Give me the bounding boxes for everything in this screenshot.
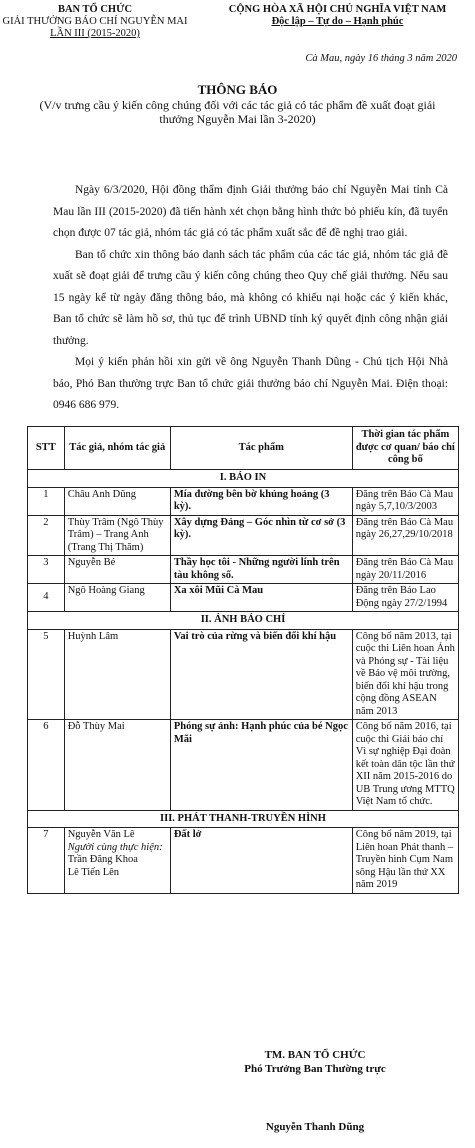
cell-published: Đăng trên Báo Lao Động ngày 27/2/1994 <box>352 584 458 612</box>
table-header-row <box>28 427 459 470</box>
cell-stt: 3 <box>28 556 65 584</box>
paragraph: Mọi ý kiến phản hồi xin gửi về ông Nguyễn Thanh Dũng - Chủ tịch Hội Nhà báo, Phó Ban thường trực Ban tổ chức giải thưởng báo chí Nguyễn Mai. Điện thoại: 0946 686 979. <box>53 356 448 411</box>
cell-work: Mía đường bên bờ khủng hoảng (3 kỳ). <box>170 487 352 515</box>
cell-work: Xa xôi Mũi Cà Mau <box>170 584 352 612</box>
co-author-name: Trần Đăng Khoa <box>67 854 138 865</box>
document-subtitle: (V/v trưng cầu ý kiến công chúng đối với các tác giả có tác phẩm đề xuất đoạt giải thưởng Nguyễn Mai lần 3-2020) <box>39 98 436 126</box>
section-title: II. ẢNH BÁO CHÍ <box>28 612 459 630</box>
document-title: THÔNG BÁO <box>197 82 278 97</box>
cell-work: Vai trò của rừng và biến đổi khí hậu <box>170 629 352 720</box>
cell-stt: 1 <box>28 487 65 515</box>
cell-work: Thầy học tôi - Những người lính trên tàu không số. <box>170 556 352 584</box>
section-title: III. PHÁT THANH-TRUYỀN HÌNH <box>28 810 459 828</box>
section-title: I. BÁO IN <box>28 470 459 488</box>
signature-block <box>215 1048 415 1076</box>
cell-work: Xây dựng Đảng – Góc nhìn từ cơ sở (3 kỳ). <box>170 515 352 556</box>
paragraph: Ban tổ chức xin thông báo danh sách tác phẩm của các tác giả, nhóm tác giả đề xuất sẽ đoạt giải để trưng cầu ý kiến công chúng theo Quy chế giải thưởng. Nếu sau 15 ngày kể từ ngày đăng thông báo, mà không có khiếu nại hoặc các ý kiến khác, Ban tổ chức sẽ làm hồ sơ, thủ tục để trình UBND tỉnh ký quyết định công nhận giải thưởng. <box>53 248 448 347</box>
column-header-work: Tác phẩm <box>170 427 352 470</box>
co-author-label: Người cùng thực hiện: <box>67 841 163 853</box>
signer-name: Nguyễn Thanh Dũng <box>265 1121 365 1133</box>
table-row <box>28 584 459 612</box>
column-header-published: Thời gian tác phẩm được cơ quan/ báo chí công bố <box>352 427 458 470</box>
cell-stt: 6 <box>28 720 65 811</box>
table-row <box>28 487 459 515</box>
cell-stt: 5 <box>28 629 65 720</box>
table-row <box>28 515 459 556</box>
nominee-table <box>27 426 459 894</box>
cell-work: Phóng sự ảnh: Hạnh phúc của bé Ngọc Mãi <box>170 720 352 811</box>
cell-stt: 7 <box>28 828 65 894</box>
table-row <box>28 556 459 584</box>
nation-name: CỘNG HÒA XÃ HỘI CHỦ NGHĨA VIỆT NAM <box>228 4 447 15</box>
organization-header <box>0 4 190 40</box>
author-name: Nguyễn Văn Lê <box>67 829 135 840</box>
section-row <box>28 470 459 488</box>
signature-position: Phó Trưởng Ban Thường trực <box>244 1063 386 1075</box>
award-name: GIẢI THƯỞNG BÁO CHÍ NGUYỄN MAI <box>2 16 188 27</box>
table-row <box>28 828 459 894</box>
cell-published: Công bố năm 2016, tại cuộc thi Giải báo chí Vì sự nghiệp Đại đoàn kết toàn dân tộc lần thứ XII năm 2015-2016 do UB Trung ương MTTQ Việt Nam tổ chức. <box>352 720 458 811</box>
section-row <box>28 612 459 630</box>
document-date: Cà Mau, ngày 16 tháng 3 năm 2020 <box>305 53 457 64</box>
cell-author: Thùy Trâm (Ngô Thùy Trâm) – Trang Anh (Trang Thị Thăm) <box>64 515 170 556</box>
cell-stt: 4 <box>28 584 65 612</box>
cell-published: Đăng trên Báo Cà Mau ngày 5,7,10/3/2003 <box>352 487 458 515</box>
table-row <box>28 629 459 720</box>
co-author-name: Lê Tiến Lên <box>67 866 120 878</box>
cell-author <box>64 828 170 894</box>
national-header <box>205 4 470 28</box>
national-motto: Độc lập – Tự do – Hạnh phúc <box>271 16 404 27</box>
cell-published: Công bố năm 2019, tại Liên hoan Phát thanh – Truyền hình Cụm Nam sông Hậu lần thứ XX năm 2019 <box>352 828 458 894</box>
cell-published: Đăng trên Báo Cà Mau ngày 20/11/2016 <box>352 556 458 584</box>
cell-author: Nguyễn Bé <box>64 556 170 584</box>
award-term: LẦN III (2015-2020) <box>50 28 140 39</box>
cell-work: Đất lở <box>170 828 352 894</box>
cell-published: Đăng trên Báo Cà Mau ngày 26,27,29/10/2018 <box>352 515 458 556</box>
document-body <box>53 180 448 417</box>
table-row <box>28 720 459 811</box>
cell-author: Huỳnh Lâm <box>64 629 170 720</box>
section-row <box>28 810 459 828</box>
cell-stt: 2 <box>28 515 65 556</box>
cell-author: Đỗ Thùy Mai <box>64 720 170 811</box>
cell-author: Ngô Hoàng Giang <box>64 584 170 612</box>
column-header-stt: STT <box>28 427 65 470</box>
cell-published: Công bố năm 2013, tại cuộc thi Liên hoan Ảnh và Phóng sự - Tài liệu về Bảo vệ môi trường, biến đổi khí hậu trong cộng đồng ASEAN năm 2013 <box>352 629 458 720</box>
column-header-author: Tác giả, nhóm tác giả <box>64 427 170 470</box>
paragraph: Ngày 6/3/2020, Hội đồng thẩm định Giải thưởng báo chí Nguyễn Mai tỉnh Cà Mau lần III (2015-2020) đã tiến hành xét chọn bằng hình thức bỏ phiếu kín, đã tuyển chọn được 07 tác giả, nhóm tác giả có tác phẩm xuất sắc để đề nghị trao giải. <box>53 184 448 239</box>
cell-author: Châu Anh Dũng <box>64 487 170 515</box>
organization-name: BAN TỔ CHỨC <box>57 4 133 15</box>
signature-title: TM. BAN TỔ CHỨC <box>264 1049 366 1061</box>
